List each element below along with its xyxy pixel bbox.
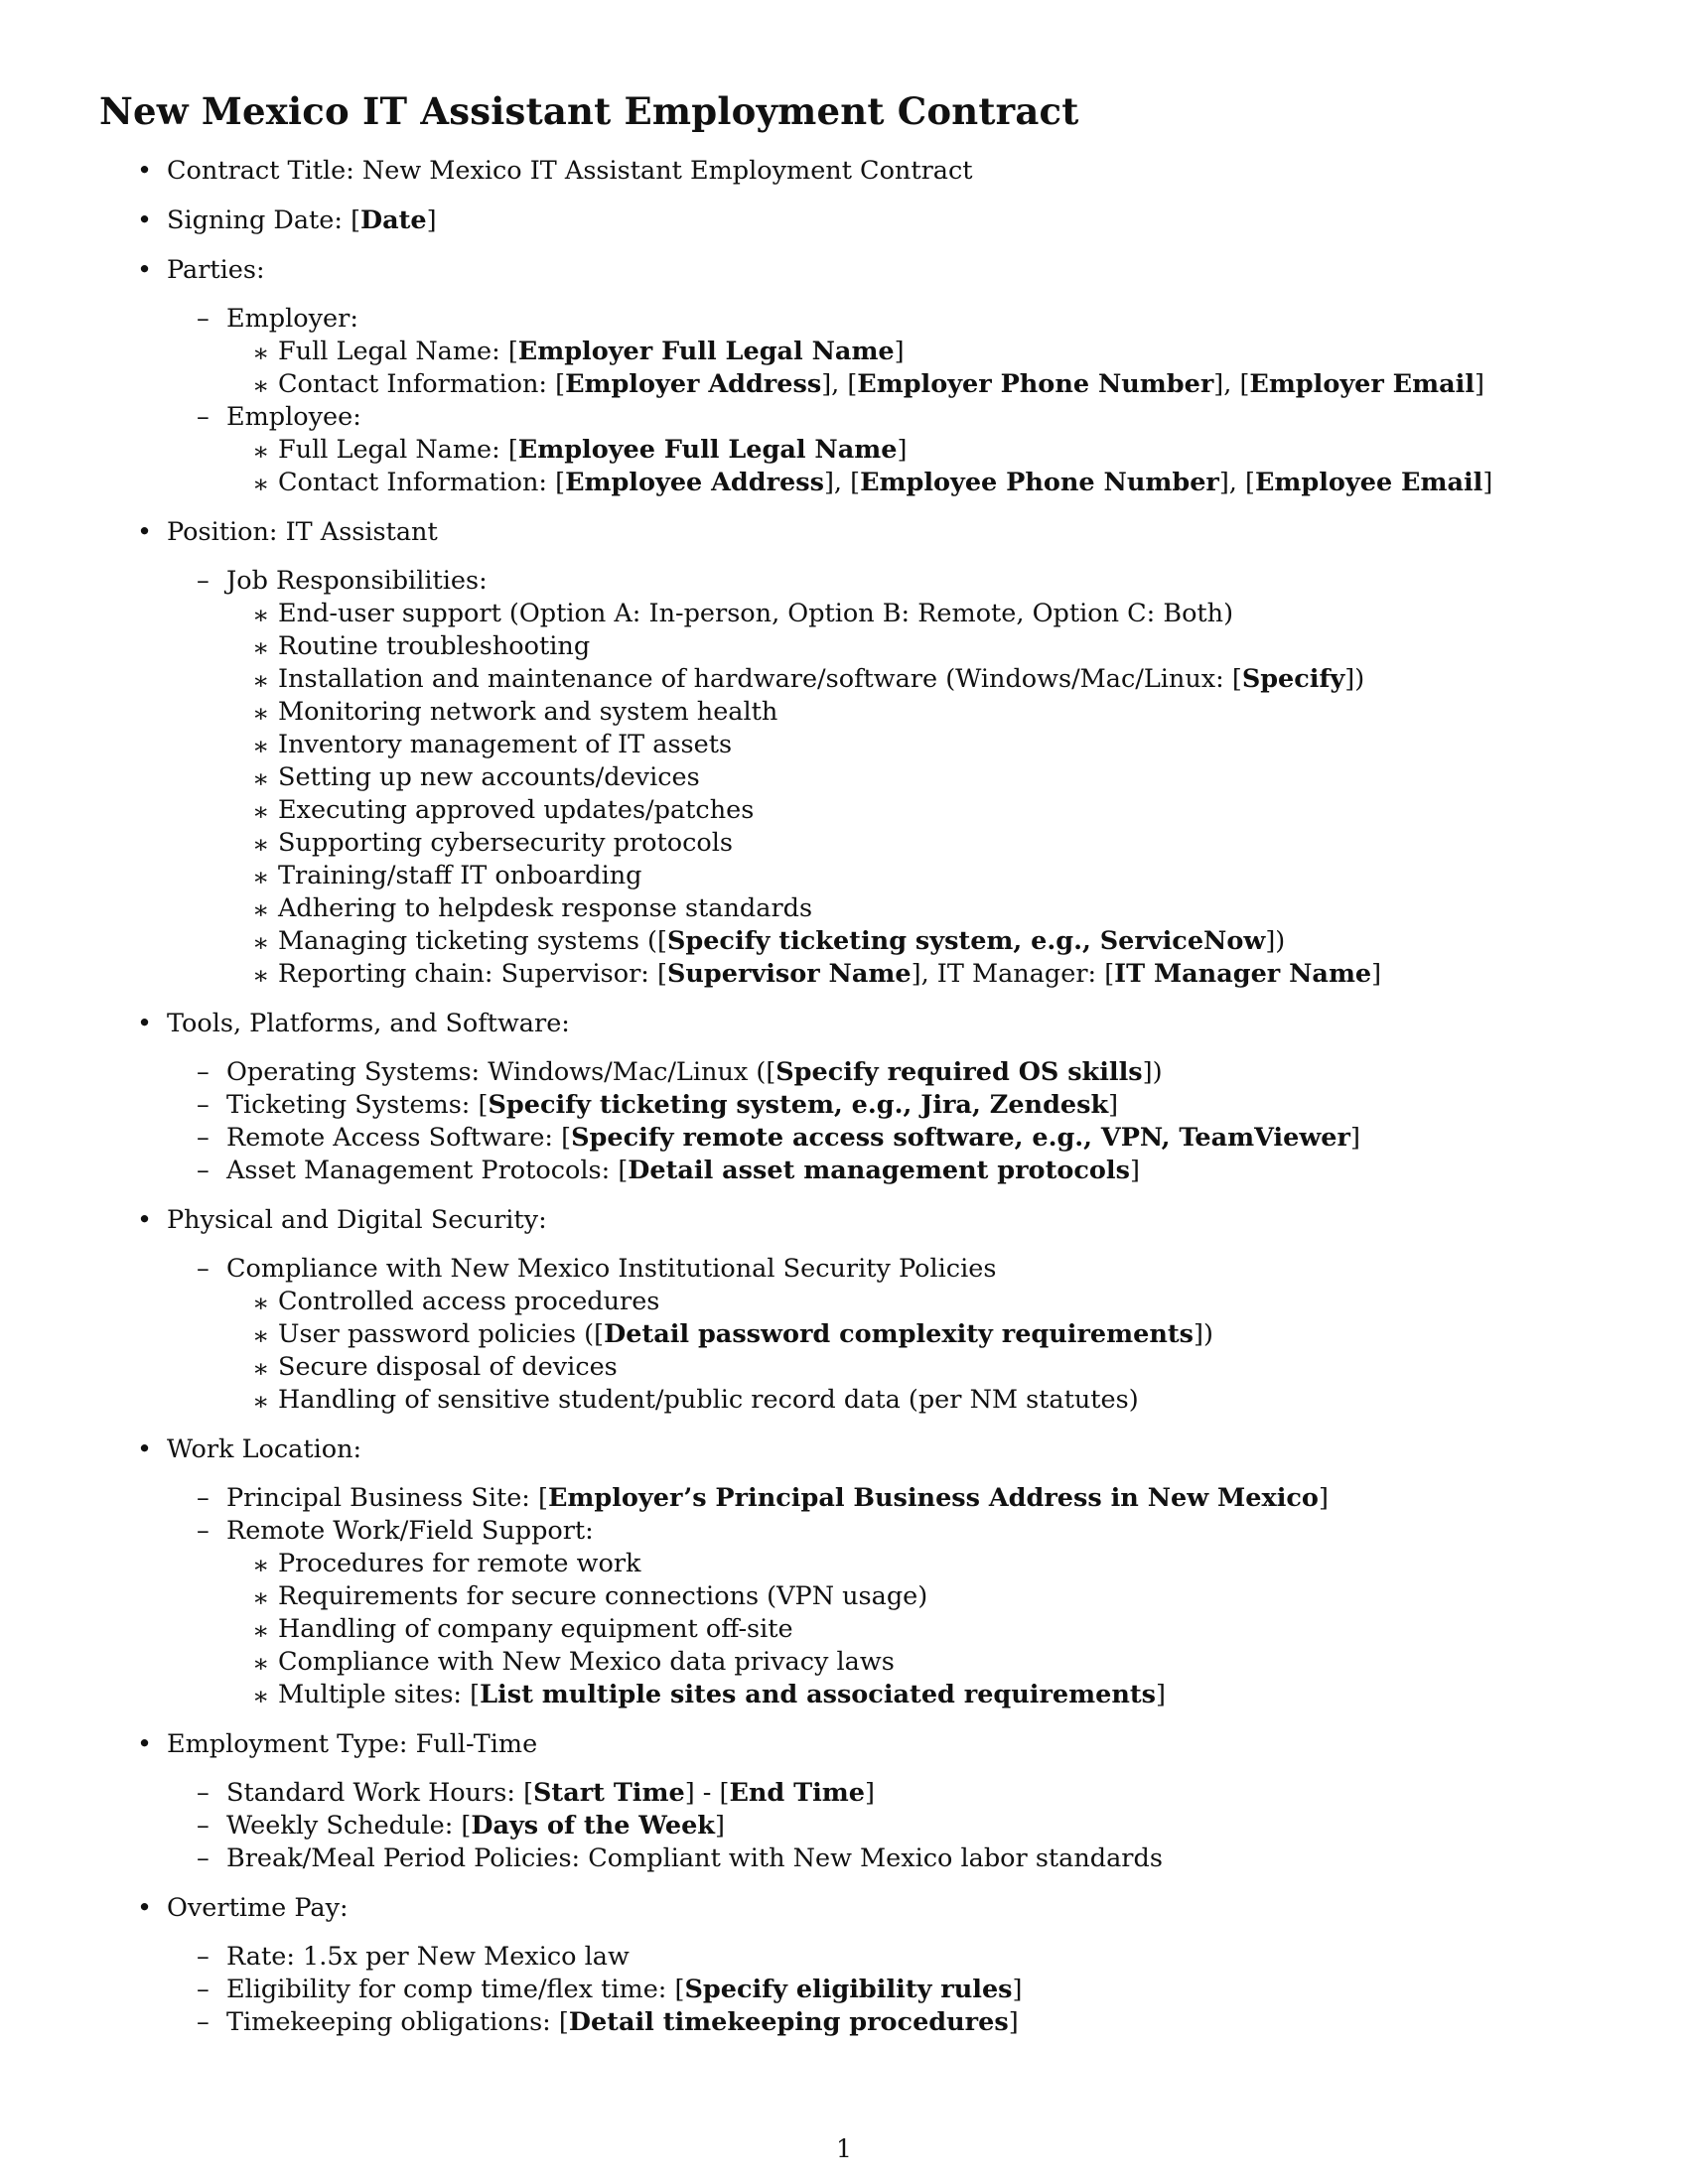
security-compliance: – Compliance with New Mexico Institutional Security Policies ∗ Controlled access procedures ∗ User password policies ([Detail password complexity requirements]) ∗ Secure disposal of devices ∗ Handling of sensitive student/public record data (per NM statutes) [167,1253,1609,1417]
employer-item: – Employer: ∗ Full Legal Name: [Employer Full Legal Name] ∗ Contact Information: [Employer Address], [Employer Phone Number], [Employer Email] [167,303,1609,401]
tools-os: – Operating Systems: Windows/Mac/Linux ([Specify required OS skills]) [197,1057,1163,1087]
break-policy: – Break/Meal Period Policies: Compliant with New Mexico labor standards [197,1843,1163,1873]
list-item: ∗ Compliance with New Mexico data privacy laws [252,1647,895,1679]
comp-time-eligibility: – Eligibility for comp time/flex time: [Specify eligibility rules] [197,1975,1023,2004]
tools-asset-management: – Asset Management Protocols: [Detail asset management protocols] [197,1156,1140,1185]
overtime-rate: – Rate: 1.5x per New Mexico law [197,1942,630,1972]
list-item: ∗ Setting up new accounts/devices [252,762,700,794]
list-item: ∗ Managing ticketing systems ([Specify ticketing system, e.g., ServiceNow]) [252,926,1286,958]
signing-date-placeholder: Date [360,205,427,235]
document-title: New Mexico IT Assistant Employment Contract [99,89,1079,133]
list-item: ∗ Handling of company equipment off-site [252,1614,793,1646]
list-item: ∗ Multiple sites: [List multiple sites and associated requirements] [252,1680,1166,1711]
list-item: ∗ Supporting cybersecurity protocols [252,828,733,860]
tools-section: • Tools, Platforms, and Software: – Operating Systems: Windows/Mac/Linux ([Specify required OS skills]) – Ticketing Systems: [Specify ticketing system, e.g., Jira, Zendesk] – Remote Access Software: [Specify remote access software, e.g., VPN, TeamViewer] – Asset Management Protocols: [Detail asset management protocols] [99,1008,1609,1187]
list-item: ∗ Controlled access procedures [252,1287,660,1318]
list-item: ∗ User password policies ([Detail password complexity requirements]) [252,1319,1213,1351]
list-item: ∗ Routine troubleshooting [252,631,591,663]
tools-ticketing: – Ticketing Systems: [Specify ticketing system, e.g., Jira, Zendesk] [197,1090,1119,1120]
list-item: ∗ Secure disposal of devices [252,1352,618,1384]
principal-site: – Principal Business Site: [Employer’s Principal Business Address in New Mexico] [197,1483,1329,1513]
security-section: • Physical and Digital Security: – Compliance with New Mexico Institutional Security Policies ∗ Controlled access procedures ∗ User password policies ([Detail password complexity requirements]) ∗ Secure disposal of devices ∗ Handling of sensitive student/public record data (per NM statutes) [99,1204,1609,1417]
weekly-schedule: – Weekly Schedule: [Days of the Week] [197,1811,725,1841]
parties-section: • Parties: – Employer: ∗ Full Legal Name: [Employer Full Legal Name] ∗ Contact Information: [Employer Address], [Employer Phone Number], [Employer Email] – Employee: ∗ Full Legal Name: [Employee Full Legal Name] ∗ Contact Information: [Employee Address], [Employee Phone Number], [Employee Email] [99,254,1609,499]
list-item: ∗ Installation and maintenance of hardware/software (Windows/Mac/Linux: [Specify]) [252,664,1365,696]
remote-work: – Remote Work/Field Support: ∗ Procedures for remote work ∗ Requirements for secure connections (VPN usage) ∗ Handling of company equipment off-site ∗ Compliance with New Mexico data privacy laws ∗ Multiple sites: [List multiple sites and associated requirements] [167,1515,1609,1711]
list-item: ∗ End-user support (Option A: In-person, Option B: Remote, Option C: Both) [252,599,1234,630]
page-number: 1 [836,2134,852,2163]
employee-contact: ∗ Contact Information: [Employee Address], [Employee Phone Number], [Employee Email] [252,468,1493,499]
list-item: ∗ Handling of sensitive student/public record data (per NM statutes) [252,1385,1139,1417]
signing-date-item: • Signing Date: [Date] [137,205,437,235]
list-item: ∗ Inventory management of IT assets [252,730,733,761]
list-item: ∗ Training/staff IT onboarding [252,861,642,892]
employer-contact: ∗ Contact Information: [Employer Address], [Employer Phone Number], [Employer Email] [252,369,1484,401]
overtime-section: • Overtime Pay: – Rate: 1.5x per New Mexico law – Eligibility for comp time/flex time: [Specify eligibility rules] – Timekeeping obligations: [Detail timekeeping procedures] [99,1892,1609,2039]
list-item: ∗ Monitoring network and system health [252,697,778,729]
employment-type-section: • Employment Type: Full-Time – Standard Work Hours: [Start Time] - [End Time] – Weekly Schedule: [Days of the Week] – Break/Meal Period Policies: Compliant with New Mexico labor standards [99,1728,1609,1875]
list-item: ∗ Requirements for secure connections (VPN usage) [252,1581,928,1613]
contract-sections [99,155,1609,2039]
work-location-section: • Work Location: – Principal Business Site: [Employer’s Principal Business Address in New Mexico] – Remote Work/Field Support: ∗ Procedures for remote work ∗ Requirements for secure connections (VPN usage) ∗ Handling of company equipment off-site ∗ Compliance with New Mexico data privacy laws ∗ Multiple sites: [List multiple sites and associated requirements] [99,1433,1609,1711]
employee-name: ∗ Full Legal Name: [Employee Full Legal Name] [252,435,908,467]
work-hours: – Standard Work Hours: [Start Time] - [End Time] [197,1778,875,1808]
tools-remote-access: – Remote Access Software: [Specify remote access software, e.g., VPN, TeamViewer] [197,1123,1360,1153]
position-section: • Position: IT Assistant – Job Responsibilities: ∗ End-user support (Option A: In-person, Option B: Remote, Option C: Both) ∗ Routine troubleshooting ∗ Installation and maintenance of hardware/software (Windows/Mac/Linux: [Specify]) ∗ Monitoring network and system health ∗ Inventory management of IT assets ∗ Setting up new accounts/devices ∗ Executing approved updates/patches ∗ Supporting cybersecurity protocols ∗ Training/staff IT onboarding ∗ Adhering to helpdesk response standards ∗ Managing ticketing systems ([Specify ticketing system, e.g., ServiceNow]) ∗ Reporting chain: Supervisor: [Supervisor Name], IT Manager: [IT Manager Name] [99,516,1609,991]
list-item: ∗ Executing approved updates/patches [252,795,755,827]
timekeeping: – Timekeeping obligations: [Detail timekeeping procedures] [197,2007,1019,2037]
employee-item: – Employee: ∗ Full Legal Name: [Employee Full Legal Name] ∗ Contact Information: [Employee Address], [Employee Phone Number], [Employee Email] [167,401,1609,499]
list-item: ∗ Adhering to helpdesk response standards [252,893,813,925]
employer-name: ∗ Full Legal Name: [Employer Full Legal Name] [252,337,905,368]
contract-page [99,89,1609,2056]
job-responsibilities: – Job Responsibilities: ∗ End-user support (Option A: In-person, Option B: Remote, Option C: Both) ∗ Routine troubleshooting ∗ Installation and maintenance of hardware/software (Windows/Mac/Linux: [Specify]) ∗ Monitoring network and system health ∗ Inventory management of IT assets ∗ Setting up new accounts/devices ∗ Executing approved updates/patches ∗ Supporting cybersecurity protocols ∗ Training/staff IT onboarding ∗ Adhering to helpdesk response standards ∗ Managing ticketing systems ([Specify ticketing system, e.g., ServiceNow]) ∗ Reporting chain: Supervisor: [Supervisor Name], IT Manager: [IT Manager Name] [167,565,1609,991]
contract-title-item: • Contract Title: New Mexico IT Assistant Employment Contract [137,156,973,186]
list-item: ∗ Procedures for remote work [252,1549,641,1580]
list-item: ∗ Reporting chain: Supervisor: [Supervisor Name], IT Manager: [IT Manager Name] [252,959,1382,991]
